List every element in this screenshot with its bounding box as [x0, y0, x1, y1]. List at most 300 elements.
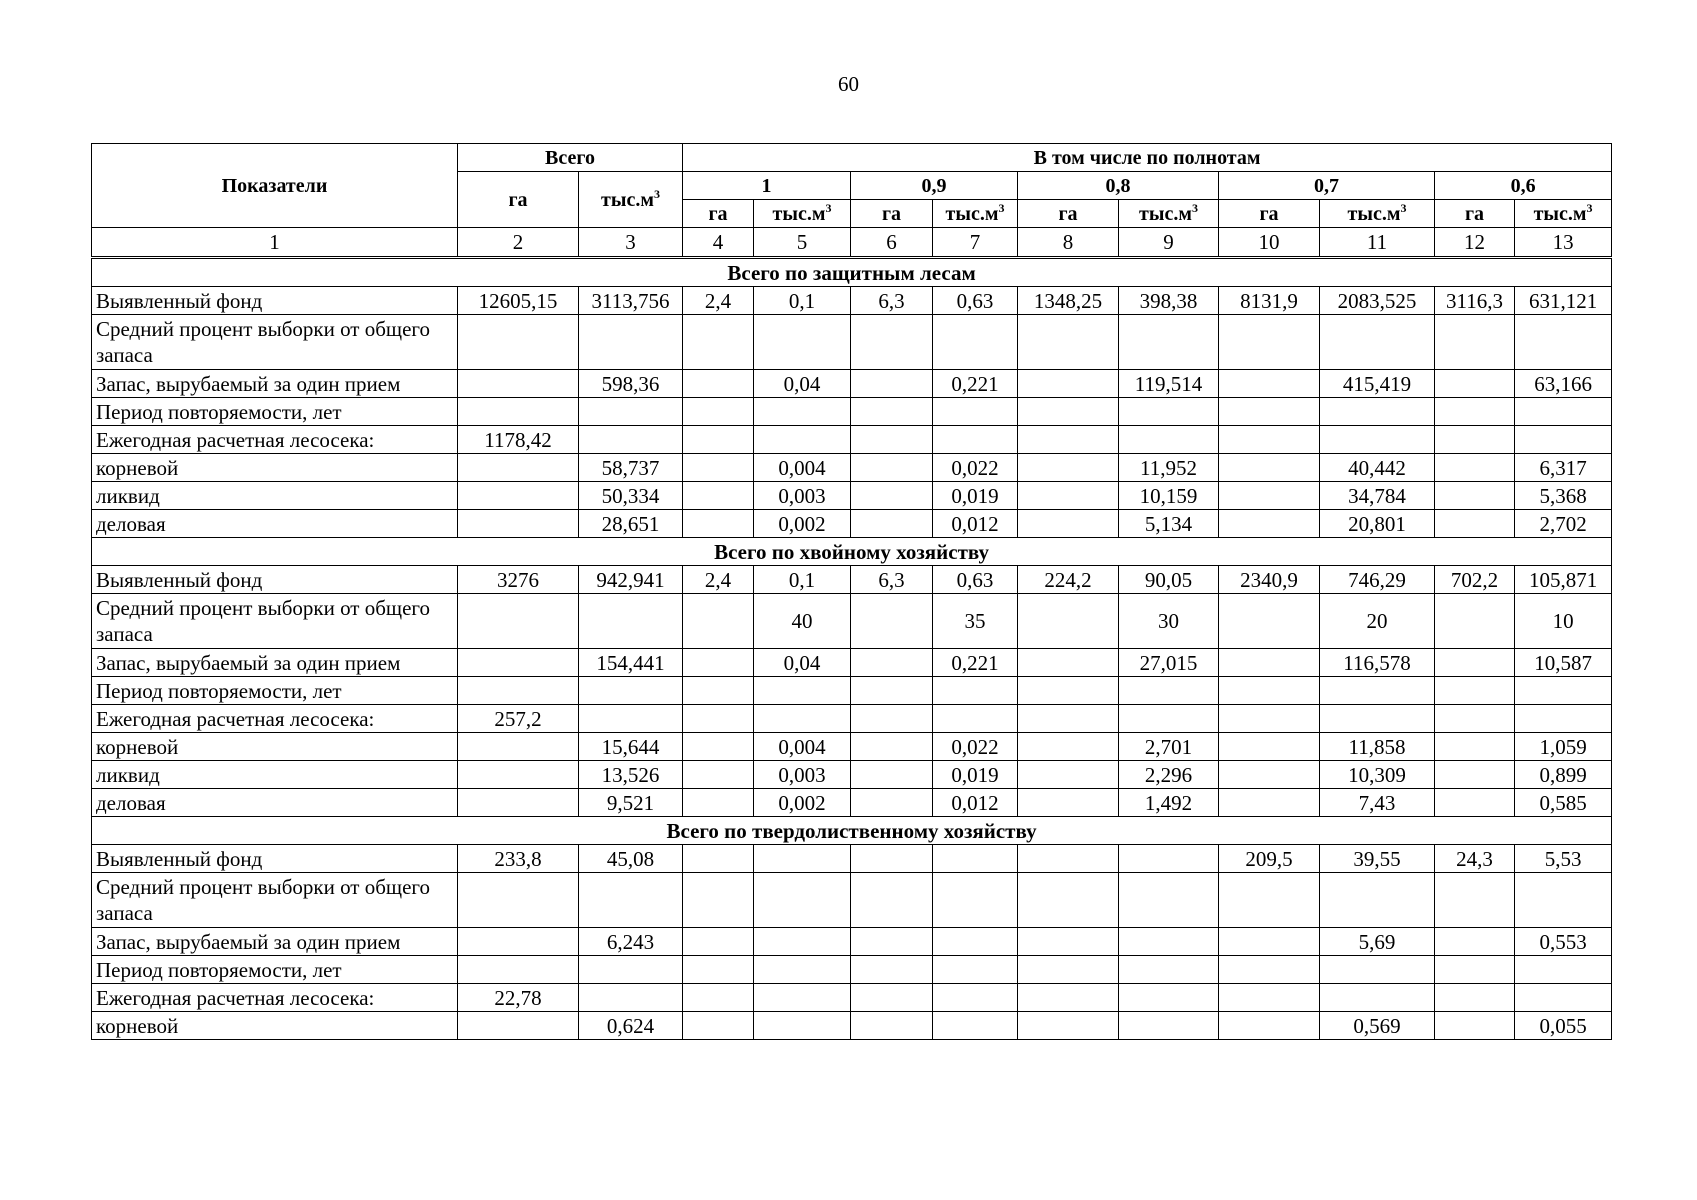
table-cell: 0,002 — [754, 510, 851, 538]
table-cell — [1219, 956, 1320, 984]
table-row — [92, 594, 1612, 649]
table-cell: 631,121 — [1515, 287, 1612, 315]
table-cell: 6,243 — [579, 928, 683, 956]
table-cell — [458, 454, 579, 482]
table-cell — [458, 649, 579, 677]
table-cell — [1320, 426, 1435, 454]
table-cell: 702,2 — [1435, 566, 1515, 594]
table-cell: 1,059 — [1515, 733, 1612, 761]
table-cell: 3116,3 — [1435, 287, 1515, 315]
table-cell: 224,2 — [1018, 566, 1119, 594]
section-title: Всего по твердолиственному хозяйству — [92, 817, 1612, 845]
row-label: Средний процент выборки от общего запаса — [92, 594, 458, 649]
table-row — [92, 761, 1612, 789]
table-row — [92, 454, 1612, 482]
table-cell: 0,899 — [1515, 761, 1612, 789]
table-cell — [1018, 370, 1119, 398]
table-cell — [933, 873, 1018, 928]
section-title-row — [92, 817, 1612, 845]
table-cell: 10,587 — [1515, 649, 1612, 677]
column-number: 1 — [92, 228, 458, 258]
table-cell — [851, 705, 933, 733]
table-cell — [851, 873, 933, 928]
table-cell — [754, 398, 851, 426]
table-cell — [1515, 956, 1612, 984]
table-cell: 0,553 — [1515, 928, 1612, 956]
table-cell — [1515, 315, 1612, 370]
table-cell — [754, 984, 851, 1012]
table-row — [92, 789, 1612, 817]
table-cell — [933, 845, 1018, 873]
table-cell — [851, 928, 933, 956]
column-number: 6 — [851, 228, 933, 258]
table-cell: 24,3 — [1435, 845, 1515, 873]
table-row — [92, 705, 1612, 733]
header-incl-by-density: В том числе по полнотам — [683, 144, 1612, 172]
table-cell — [683, 1012, 754, 1040]
table-cell — [933, 984, 1018, 1012]
table-cell: 2,4 — [683, 566, 754, 594]
subheader-ha: га — [1435, 200, 1515, 228]
table-cell — [458, 594, 579, 649]
table-cell — [1320, 677, 1435, 705]
table-cell — [1018, 928, 1119, 956]
table-cell — [458, 370, 579, 398]
table-row — [92, 287, 1612, 315]
table-cell: 0,63 — [933, 287, 1018, 315]
table-cell — [683, 677, 754, 705]
column-number: 5 — [754, 228, 851, 258]
table-cell — [683, 873, 754, 928]
table-cell — [851, 482, 933, 510]
table-cell — [1219, 761, 1320, 789]
table-cell: 415,419 — [1320, 370, 1435, 398]
table-cell: 6,317 — [1515, 454, 1612, 482]
table-cell: 0,221 — [933, 649, 1018, 677]
table-cell — [851, 426, 933, 454]
row-label: Период повторяемости, лет — [92, 677, 458, 705]
subheader-ha: га — [1219, 200, 1320, 228]
table-cell: 45,08 — [579, 845, 683, 873]
row-label: ликвид — [92, 761, 458, 789]
subheader-m3 — [1119, 200, 1219, 228]
table-cell — [1018, 677, 1119, 705]
table-cell — [933, 426, 1018, 454]
table-cell: 3276 — [458, 566, 579, 594]
table-cell — [683, 426, 754, 454]
table-cell — [1515, 677, 1612, 705]
table-cell: 0,004 — [754, 454, 851, 482]
table-cell: 0,002 — [754, 789, 851, 817]
table-cell — [1219, 315, 1320, 370]
table-row — [92, 426, 1612, 454]
table-cell: 0,624 — [579, 1012, 683, 1040]
table-cell: 22,78 — [458, 984, 579, 1012]
table-cell — [1219, 398, 1320, 426]
table-cell — [458, 956, 579, 984]
table-cell: 257,2 — [458, 705, 579, 733]
table-cell — [1435, 482, 1515, 510]
table-cell: 0,012 — [933, 789, 1018, 817]
unit-sup: 3 — [1586, 200, 1593, 215]
table-cell: 1178,42 — [458, 426, 579, 454]
table-cell — [1018, 454, 1119, 482]
table-cell — [1018, 510, 1119, 538]
row-label: Запас, вырубаемый за один прием — [92, 370, 458, 398]
table-row — [92, 733, 1612, 761]
table-cell: 0,221 — [933, 370, 1018, 398]
table-row — [92, 928, 1612, 956]
table-cell: 27,015 — [1119, 649, 1219, 677]
table-cell — [851, 594, 933, 649]
table-cell: 20 — [1320, 594, 1435, 649]
table-cell — [579, 984, 683, 1012]
table-row — [92, 649, 1612, 677]
table-cell — [754, 873, 851, 928]
table-cell — [1219, 594, 1320, 649]
table-cell — [683, 315, 754, 370]
table-cell: 11,858 — [1320, 733, 1435, 761]
unit-text: тыс.м — [601, 188, 654, 211]
table-cell: 0,04 — [754, 649, 851, 677]
table-cell — [458, 482, 579, 510]
table-cell — [1435, 370, 1515, 398]
table-cell — [851, 677, 933, 705]
unit-sup: 3 — [998, 200, 1005, 215]
column-number: 2 — [458, 228, 579, 258]
table-cell — [1320, 705, 1435, 733]
header-total: Всего — [458, 144, 683, 172]
table-cell — [683, 928, 754, 956]
table-cell — [1219, 733, 1320, 761]
row-label: корневой — [92, 733, 458, 761]
table-cell: 0,1 — [754, 566, 851, 594]
row-label: корневой — [92, 454, 458, 482]
table-cell — [683, 789, 754, 817]
row-label: Средний процент выборки от общего запаса — [92, 873, 458, 928]
table-cell: 3113,756 — [579, 287, 683, 315]
table-cell — [683, 454, 754, 482]
table-cell — [1435, 761, 1515, 789]
unit-text: тыс.м — [1139, 202, 1192, 225]
section-title-row — [92, 538, 1612, 566]
table-cell — [933, 677, 1018, 705]
table-cell — [1119, 845, 1219, 873]
table-cell: 28,651 — [579, 510, 683, 538]
unit-text: тыс.м — [1347, 202, 1401, 225]
row-label: деловая — [92, 510, 458, 538]
table-cell — [754, 928, 851, 956]
table-cell — [1119, 398, 1219, 426]
column-number: 8 — [1018, 228, 1119, 258]
table-cell — [458, 677, 579, 705]
table-cell — [1435, 677, 1515, 705]
table-cell — [579, 705, 683, 733]
table-cell: 63,166 — [1515, 370, 1612, 398]
table-cell — [458, 510, 579, 538]
table-cell — [1435, 454, 1515, 482]
table-cell: 5,368 — [1515, 482, 1612, 510]
table-cell — [754, 845, 851, 873]
table-cell — [1219, 426, 1320, 454]
header-density-07: 0,7 — [1219, 172, 1435, 200]
table-cell — [1219, 789, 1320, 817]
table-cell — [1018, 761, 1119, 789]
table-row — [92, 845, 1612, 873]
table-cell — [1119, 315, 1219, 370]
table-cell: 0,1 — [754, 287, 851, 315]
table-cell — [683, 649, 754, 677]
table-cell: 20,801 — [1320, 510, 1435, 538]
table-cell: 11,952 — [1119, 454, 1219, 482]
table-cell — [458, 1012, 579, 1040]
subheader-ha: га — [683, 200, 754, 228]
table-row — [92, 873, 1612, 928]
table-cell: 598,36 — [579, 370, 683, 398]
row-label: Выявленный фонд — [92, 287, 458, 315]
table-cell — [1435, 594, 1515, 649]
table-cell: 58,737 — [579, 454, 683, 482]
table-cell — [1219, 454, 1320, 482]
table-cell — [851, 315, 933, 370]
table-cell — [1119, 677, 1219, 705]
table-cell: 233,8 — [458, 845, 579, 873]
table-cell: 12605,15 — [458, 287, 579, 315]
table-cell: 2,701 — [1119, 733, 1219, 761]
table-cell — [683, 594, 754, 649]
table-cell: 0,585 — [1515, 789, 1612, 817]
table-cell: 5,53 — [1515, 845, 1612, 873]
unit-sup: 3 — [1191, 200, 1198, 215]
table-cell — [851, 733, 933, 761]
table-cell — [1435, 873, 1515, 928]
page-number: 60 — [838, 72, 859, 96]
table-cell: 2,296 — [1119, 761, 1219, 789]
table-cell — [1435, 789, 1515, 817]
table-cell: 6,3 — [851, 287, 933, 315]
column-number: 4 — [683, 228, 754, 258]
row-label: Ежегодная расчетная лесосека: — [92, 984, 458, 1012]
table-cell: 40,442 — [1320, 454, 1435, 482]
row-label: Запас, вырубаемый за один прием — [92, 649, 458, 677]
table-cell — [1119, 873, 1219, 928]
table-cell: 2083,525 — [1320, 287, 1435, 315]
section-title-row — [92, 258, 1612, 287]
table-cell — [458, 398, 579, 426]
table-cell — [458, 789, 579, 817]
section-title: Всего по хвойному хозяйству — [92, 538, 1612, 566]
table-cell: 0,019 — [933, 761, 1018, 789]
table-cell — [851, 649, 933, 677]
table-cell: 0,04 — [754, 370, 851, 398]
row-label: Выявленный фонд — [92, 566, 458, 594]
table-cell — [1320, 984, 1435, 1012]
column-number: 3 — [579, 228, 683, 258]
table-cell — [579, 677, 683, 705]
table-cell: 2,702 — [1515, 510, 1612, 538]
section-title: Всего по защитным лесам — [92, 258, 1612, 287]
table-cell — [1119, 984, 1219, 1012]
table-cell — [933, 315, 1018, 370]
table-cell — [1515, 873, 1612, 928]
table-row — [92, 398, 1612, 426]
table-cell — [1515, 398, 1612, 426]
table-cell: 0,022 — [933, 733, 1018, 761]
table-row — [92, 510, 1612, 538]
table-cell — [1435, 928, 1515, 956]
table-cell: 1,492 — [1119, 789, 1219, 817]
table-cell — [851, 845, 933, 873]
table-cell — [1320, 398, 1435, 426]
table-cell — [933, 956, 1018, 984]
table-row — [92, 677, 1612, 705]
table-cell — [1219, 984, 1320, 1012]
table-cell — [579, 426, 683, 454]
table-cell — [1435, 984, 1515, 1012]
table-cell — [1320, 873, 1435, 928]
table-cell — [458, 873, 579, 928]
table-cell — [1435, 956, 1515, 984]
table-cell — [754, 956, 851, 984]
table-cell: 40 — [754, 594, 851, 649]
table-cell — [933, 398, 1018, 426]
table-cell — [683, 510, 754, 538]
table-cell: 0,63 — [933, 566, 1018, 594]
table-cell: 35 — [933, 594, 1018, 649]
unit-sup: 3 — [825, 200, 832, 215]
table-cell: 5,69 — [1320, 928, 1435, 956]
row-label: ликвид — [92, 482, 458, 510]
table-cell — [1320, 956, 1435, 984]
table-cell: 10,159 — [1119, 482, 1219, 510]
table-row — [92, 370, 1612, 398]
column-number: 9 — [1119, 228, 1219, 258]
column-number: 7 — [933, 228, 1018, 258]
table-cell — [754, 315, 851, 370]
table-cell: 0,003 — [754, 482, 851, 510]
table-cell: 0,012 — [933, 510, 1018, 538]
table-cell: 0,019 — [933, 482, 1018, 510]
table-cell — [851, 984, 933, 1012]
table-cell — [1119, 705, 1219, 733]
row-label: деловая — [92, 789, 458, 817]
table-cell: 119,514 — [1119, 370, 1219, 398]
table-cell — [1219, 705, 1320, 733]
table-row — [92, 482, 1612, 510]
table-cell — [754, 1012, 851, 1040]
header-indicators: Показатели — [92, 144, 458, 228]
table-cell — [1018, 1012, 1119, 1040]
table-cell — [458, 761, 579, 789]
table-cell — [683, 956, 754, 984]
unit-sup: 3 — [1400, 200, 1407, 215]
table-cell — [851, 454, 933, 482]
table-cell: 209,5 — [1219, 845, 1320, 873]
row-label: Средний процент выборки от общего запаса — [92, 315, 458, 370]
table-cell: 2340,9 — [1219, 566, 1320, 594]
table-cell — [1018, 984, 1119, 1012]
table-cell — [683, 733, 754, 761]
unit-text: тыс.м — [772, 202, 826, 225]
subheader-m3 — [933, 200, 1018, 228]
table-cell — [1119, 956, 1219, 984]
unit-sup: 3 — [653, 186, 660, 201]
table-cell: 5,134 — [1119, 510, 1219, 538]
table-cell — [683, 845, 754, 873]
table-cell: 6,3 — [851, 566, 933, 594]
row-label: Выявленный фонд — [92, 845, 458, 873]
table-cell — [1219, 649, 1320, 677]
table-cell — [1435, 705, 1515, 733]
header-total-ha: га — [458, 172, 579, 228]
table-cell: 1348,25 — [1018, 287, 1119, 315]
header-density-09: 0,9 — [851, 172, 1018, 200]
table-cell — [1219, 677, 1320, 705]
row-label: Ежегодная расчетная лесосека: — [92, 705, 458, 733]
table-cell: 942,941 — [579, 566, 683, 594]
table-cell — [1219, 928, 1320, 956]
table-cell: 34,784 — [1320, 482, 1435, 510]
table-row — [92, 984, 1612, 1012]
row-label: корневой — [92, 1012, 458, 1040]
table-cell: 0,022 — [933, 454, 1018, 482]
table-cell — [851, 956, 933, 984]
table-cell — [579, 398, 683, 426]
table-cell — [1018, 426, 1119, 454]
table-cell: 50,334 — [579, 482, 683, 510]
table-cell — [1018, 705, 1119, 733]
table-cell: 154,441 — [579, 649, 683, 677]
table-cell — [1320, 315, 1435, 370]
table-cell — [851, 761, 933, 789]
table-cell — [851, 1012, 933, 1040]
unit-text: тыс.м — [945, 202, 999, 225]
table-cell: 0,569 — [1320, 1012, 1435, 1040]
column-numbers-row — [92, 228, 1612, 258]
table-cell — [458, 315, 579, 370]
table-row — [92, 315, 1612, 370]
subheader-ha: га — [1018, 200, 1119, 228]
table-cell — [579, 315, 683, 370]
table-cell: 8131,9 — [1219, 287, 1320, 315]
table-cell: 13,526 — [579, 761, 683, 789]
subheader-m3 — [1320, 200, 1435, 228]
row-label: Ежегодная расчетная лесосека: — [92, 426, 458, 454]
header-density-1: 1 — [683, 172, 851, 200]
table-row — [92, 566, 1612, 594]
table-cell — [1435, 649, 1515, 677]
table-cell — [1219, 873, 1320, 928]
column-number: 10 — [1219, 228, 1320, 258]
table-cell — [1018, 482, 1119, 510]
row-label: Запас, вырубаемый за один прием — [92, 928, 458, 956]
table-cell: 398,38 — [1119, 287, 1219, 315]
table-cell — [579, 873, 683, 928]
table-cell — [683, 705, 754, 733]
table-cell — [1435, 1012, 1515, 1040]
table-cell — [1018, 594, 1119, 649]
table-cell: 9,521 — [579, 789, 683, 817]
table-row — [92, 1012, 1612, 1040]
table-cell: 10 — [1515, 594, 1612, 649]
table-cell — [1435, 733, 1515, 761]
table-cell — [851, 398, 933, 426]
table-cell — [1515, 705, 1612, 733]
table-cell — [1219, 482, 1320, 510]
table-cell — [1018, 873, 1119, 928]
table-cell — [683, 482, 754, 510]
table-cell — [1018, 956, 1119, 984]
